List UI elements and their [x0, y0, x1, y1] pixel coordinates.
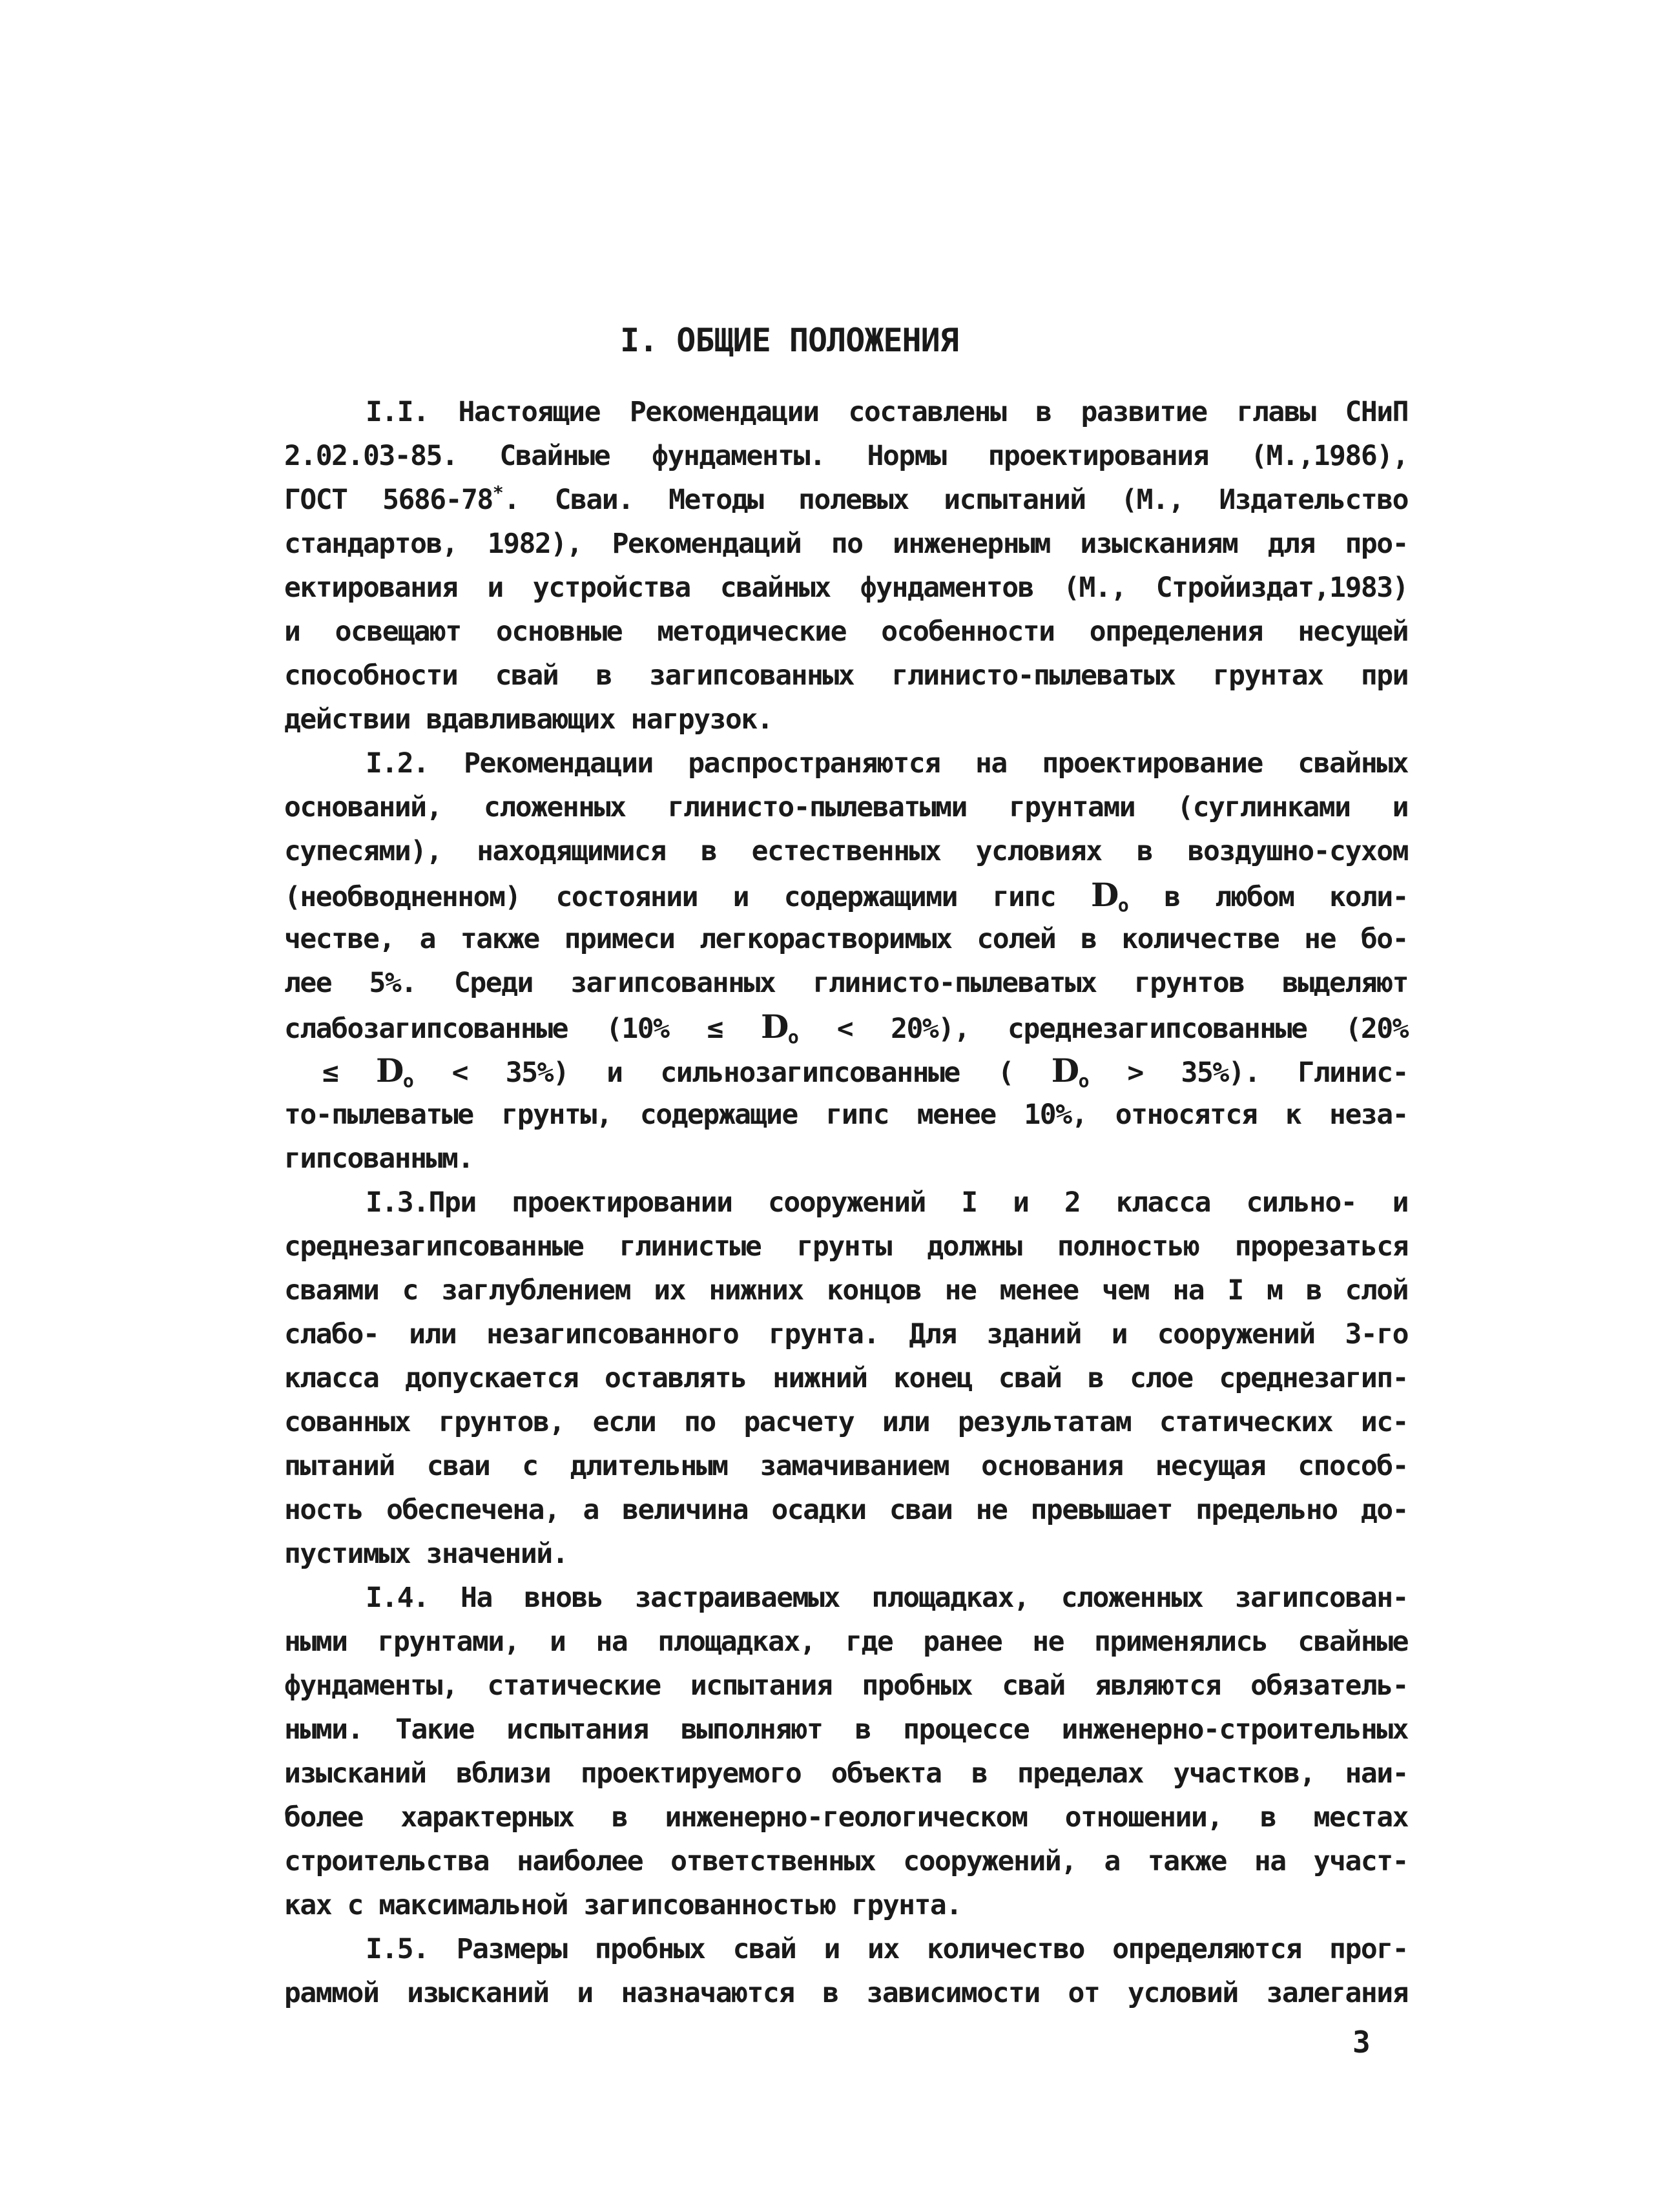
text-line: изысканий вблизи проектируемого объекта в пределах участков, наи-: [284, 1757, 1408, 1790]
subscript-o: o: [1117, 894, 1129, 916]
text-line: гипсованным.: [284, 1142, 473, 1175]
text-line: [284, 1049, 1408, 1093]
text-line: [284, 478, 1408, 522]
text-line: I.I. Настоящие Рекомендации составлены в развитие главы СНиП: [366, 396, 1408, 428]
text-line: оснований, сложенных глинисто-пылеватыми грунтами (суглинками и: [284, 791, 1408, 823]
text-fragment: (необводненном) состоянии и содержащими гипс: [284, 881, 1056, 913]
text-line: действии вдавливающих нагрузок.: [284, 703, 773, 736]
text-line: то-пылеватые грунты, содержащие гипс менее 10%, относятся к неза-: [284, 1099, 1408, 1131]
text-line: [284, 873, 1408, 917]
text-fragment: > 35%). Глинис-: [1127, 1057, 1409, 1089]
text-fragment: ГОСТ 5686-78: [284, 484, 493, 516]
text-fragment: ≤: [322, 1057, 338, 1089]
text-line: ными. Такие испытания выполняют в процессе инженерно-строительных: [284, 1713, 1408, 1746]
text-line: лее 5%. Среди загипсованных глинисто-пылеватых грунтов выделяют: [284, 967, 1408, 999]
text-line: стандартов, 1982), Рекомендаций по инженерным изысканиям для про-: [284, 528, 1408, 560]
text-fragment: < 35%) и сильнозагипсованные (: [451, 1057, 1013, 1089]
text-line: сованных грунтов, если по расчету или результатам статических ис-: [284, 1406, 1408, 1438]
text-line: честве, а также примеси легкорастворимых солей в количестве не бо-: [284, 923, 1408, 955]
text-fragment: слабозагипсованные (10% ≤: [284, 1013, 723, 1045]
section-heading: I. ОБЩИЕ ПОЛОЖЕНИЯ: [620, 322, 958, 359]
text-line: I.5. Размеры пробных свай и их количество определяются прог-: [366, 1933, 1408, 1965]
text-line: строительства наиболее ответственных сооружений, а также на участ-: [284, 1845, 1408, 1877]
text-line: и освещают основные методические особенности определения несущей: [284, 615, 1408, 648]
subscript-o: o: [1078, 1070, 1090, 1091]
text-line: слабо- или незагипсованного грунта. Для зданий и сооружений 3-го: [284, 1318, 1408, 1350]
text-line: способности свай в загипсованных глинисто-пылеватых грунтах при: [284, 659, 1408, 692]
text-line: I.2. Рекомендации распространяются на проектирование свайных: [366, 747, 1408, 780]
text-line: раммой изысканий и назначаются в зависимости от условий залегания: [284, 1977, 1408, 2009]
symbol-d: D: [376, 1051, 403, 1090]
text-line: пустимых значений.: [284, 1538, 568, 1570]
text-line: I.4. На вновь застраиваемых площадках, сложенных загипсован-: [366, 1582, 1408, 1614]
text-line: супесями), находящимися в естественных условиях в воздушно-сухом: [284, 835, 1408, 867]
text-line: 2.02.03-85. Свайные фундаменты. Нормы проектирования (М.,1986),: [284, 440, 1408, 472]
superscript-star: *: [492, 482, 504, 503]
text-line: I.3.При проектировании сооружений I и 2 класса сильно- и: [366, 1186, 1408, 1219]
text-line: более характерных в инженерно-геологическом отношении, в местах: [284, 1801, 1408, 1834]
symbol-d: D: [760, 1008, 788, 1046]
subscript-o: o: [787, 1026, 799, 1048]
text-line: фундаменты, статические испытания пробных свай являются обязатель-: [284, 1669, 1408, 1702]
symbol-d: D: [1051, 1051, 1079, 1090]
text-fragment: в любом коли-: [1164, 881, 1408, 913]
text-line: ность обеспечена, а величина осадки сваи не превышает предельно до-: [284, 1494, 1408, 1526]
text-line: класса допускается оставлять нижний конец свай в слое среднезагип-: [284, 1362, 1408, 1394]
subscript-o: o: [402, 1070, 414, 1091]
text-line: ках с максимальной загипсованностью грунта.: [284, 1889, 962, 1921]
symbol-d: D: [1090, 876, 1118, 914]
text-fragment: . Сваи. Методы полевых испытаний (М., Издательство: [503, 484, 1408, 516]
page-number: 3: [1352, 2025, 1371, 2060]
text-line: среднезагипсованные глинистые грунты должны полностью прорезаться: [284, 1230, 1408, 1263]
text-line: ными грунтами, и на площадках, где ранее не применялись свайные: [284, 1626, 1408, 1658]
text-line: [284, 1005, 1408, 1049]
text-line: сваями с заглублением их нижних концов не менее чем на I м в слой: [284, 1274, 1408, 1307]
text-line: ектирования и устройства свайных фундаментов (М., Стройиздат,1983): [284, 572, 1408, 604]
text-line: пытаний сваи с длительным замачиванием основания несущая способ-: [284, 1450, 1408, 1482]
text-fragment: < 20%), среднезагипсованные (20%: [836, 1013, 1408, 1045]
